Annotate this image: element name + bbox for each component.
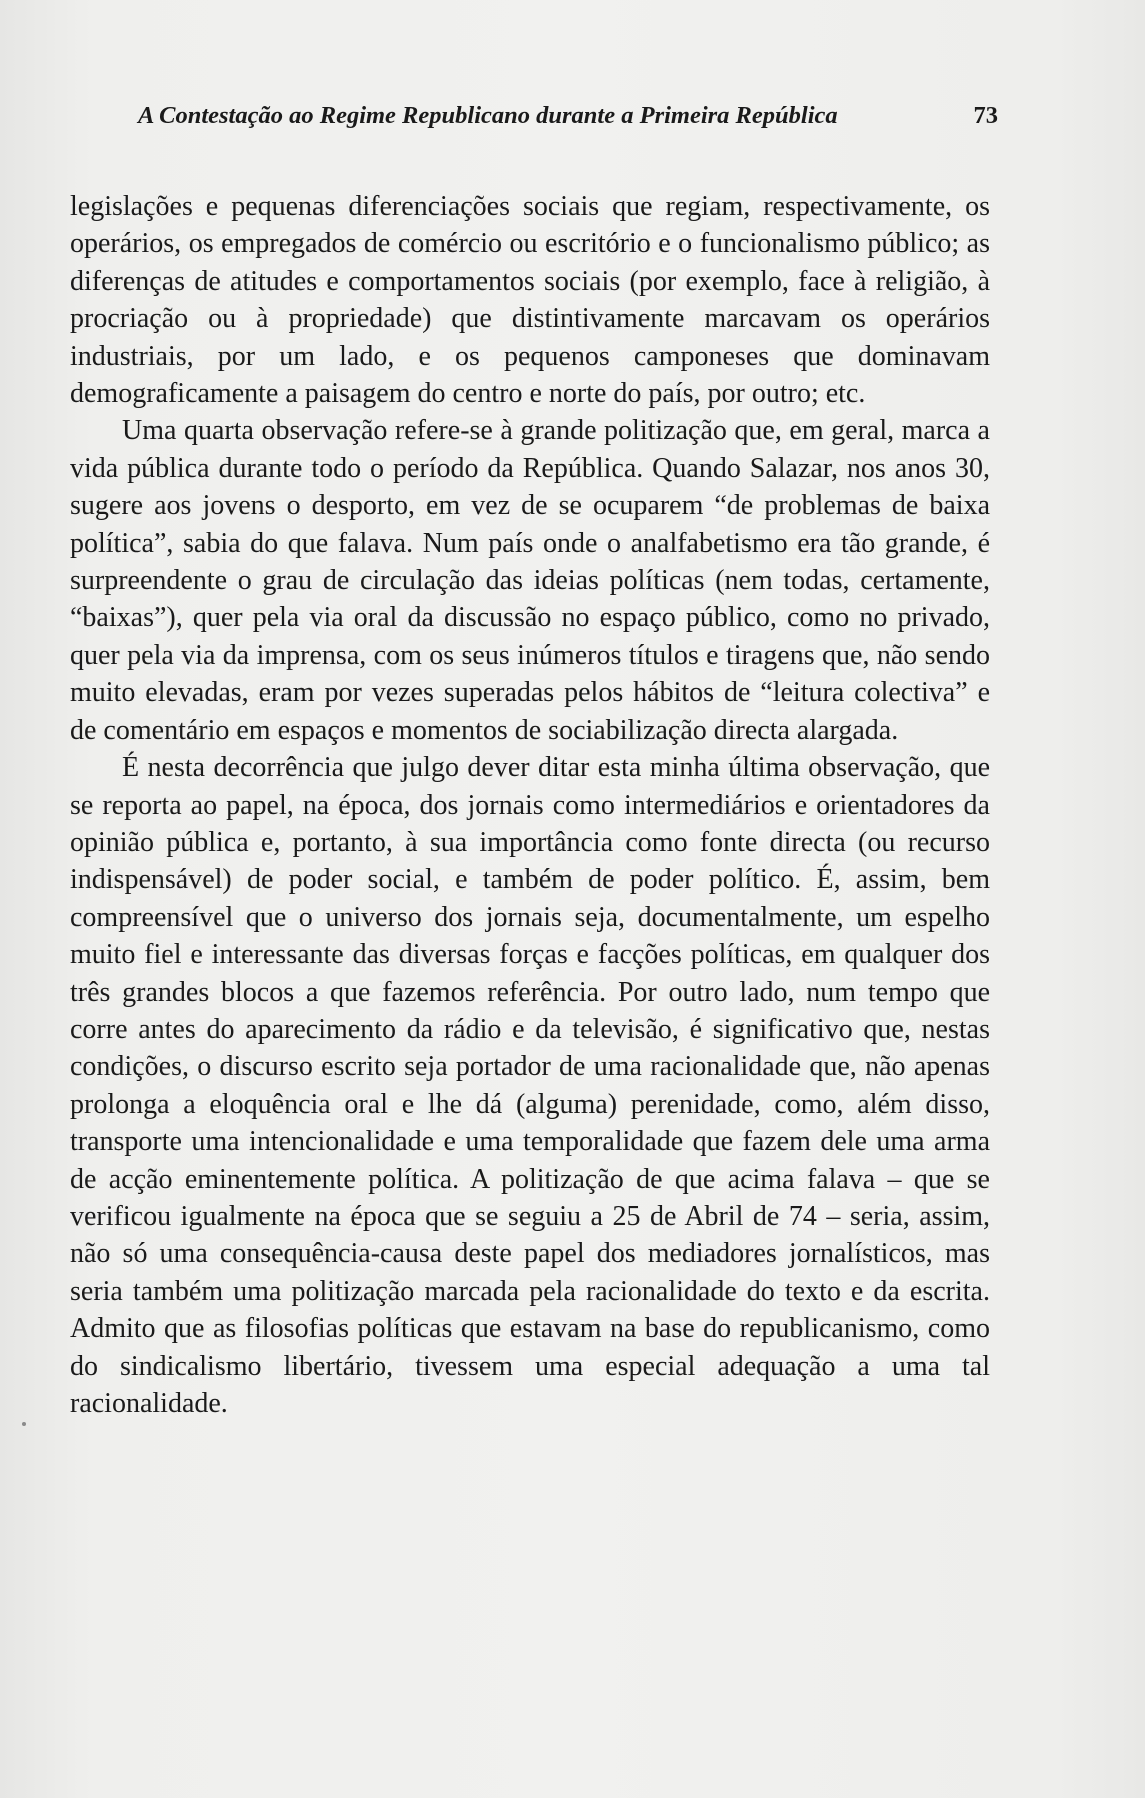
running-head <box>138 96 998 136</box>
running-head-title: A Contestação ao Regime Republicano durante a Primeira República <box>138 102 838 129</box>
page-number: 73 <box>973 102 998 129</box>
paragraph-1: legislações e pequenas diferenciações sociais que regiam, respectivamente, os operários, os empregados de comércio ou escritório e o funcionalismo público; as diferenças de atitudes e comportamentos sociais (por exemplo, face à religião, à procriação ou à propriedade) que distintivamente marcavam os operários industriais, por um lado, e os pequenos camponeses que dominavam demograficamente a paisagem do centro e norte do país, por outro; etc. <box>70 191 990 410</box>
body-text <box>70 188 990 1422</box>
margin-dot <box>22 1422 26 1426</box>
paragraph-2: Uma quarta observação refere-se à grande politização que, em geral, marca a vida pública durante todo o período da República. Quando Salazar, nos anos 30, sugere aos jovens o desporto, em vez de se ocuparem “de problemas de baixa política”, sabia do que falava. Num país onde o analfabetismo era tão grande, é surpreendente o grau de circulação das ideias políticas (nem todas, certamente, “baixas”), quer pela via oral da discussão no espaço público, como no privado, quer pela via da imprensa, com os seus inúmeros títulos e tiragens que, não sendo muito elevadas, eram por vezes superadas pelos hábitos de “leitura colectiva” e de comentário em espaços e momentos de sociabilização directa alargada. <box>70 415 990 746</box>
paragraph-3: É nesta decorrência que julgo dever ditar esta minha última observação, que se reporta ao papel, na época, dos jornais como intermediários e orientadores da opinião pública e, portanto, à sua importância como fonte directa (ou recurso indispensável) de poder social, e também de poder político. É, assim, bem compreensível que o universo dos jornais seja, documentalmente, um espelho muito fiel e interessante das diversas forças e facções políticas, em qualquer dos três grandes blocos a que fazemos referência. Por outro lado, num tempo que corre antes do aparecimento da rádio e da televisão, é significativo que, nestas condições, o discurso escrito seja portador de uma racionalidade que, não apenas prolonga a eloquência oral e lhe dá (alguma) perenidade, como, além disso, transporte uma intencionalidade e uma temporalidade que fazem dele uma arma de acção eminentemente política. A politização de que acima falava – que se verificou igualmente na época que se seguiu a 25 de Abril de 74 – seria, assim, não só uma consequência-causa deste papel dos mediadores jornalísticos, mas seria também uma politização marcada pela racionalidade do texto e da escrita. Admito que as filosofias políticas que estavam na base do republicanismo, como do sindicalismo libertário, tivessem uma especial adequação a uma tal racionalidade. <box>70 752 990 1419</box>
